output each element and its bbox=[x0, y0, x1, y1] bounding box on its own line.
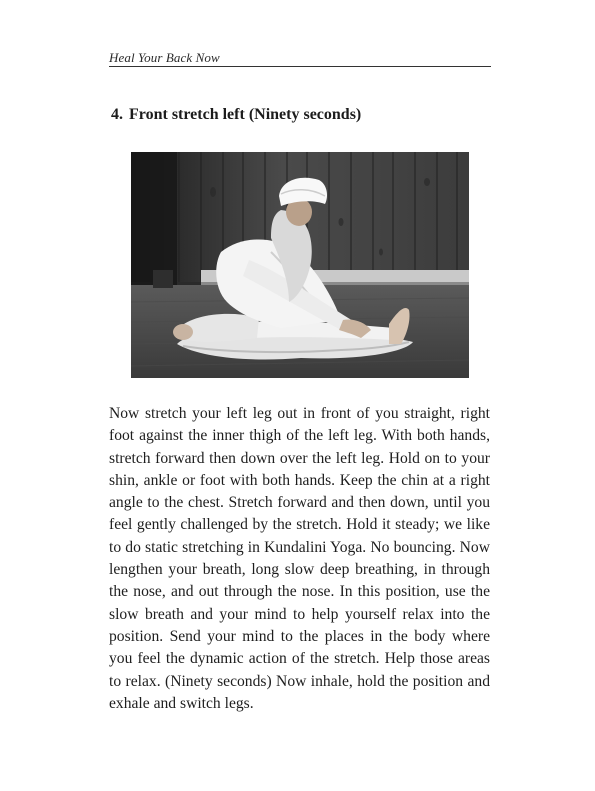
section-title: Front stretch left (Ninety seconds) bbox=[129, 106, 362, 123]
section-number: 4. bbox=[111, 106, 123, 123]
header-rule bbox=[109, 66, 491, 67]
exercise-photo bbox=[131, 152, 469, 378]
section-heading bbox=[111, 106, 367, 124]
running-header: Heal Your Back Now bbox=[109, 50, 220, 65]
body-paragraph: Now stretch your left leg out in front of you straight, right foot against the inner thigh of the left leg. With both hands, stretch forward then down over the left leg. Hold on to your shin, ankle or foot with both hands. Keep the chin at a right angle to the chest. Stretch forward and then down, until you feel gently challenged by the stretch. Hold it steady; we like to do static stretching in Kundalini Yoga. No bouncing. Now lengthen your breath, long slow deep breathing, in through the nose, and out through the nose. In this position, use the slow breath and your mind to help yourself relax into the position. Send your mind to the places in the body where you feel the dynamic action of the stretch. Help those areas to relax. (Ninety seconds) Now inhale, hold the position and exhale and switch legs. bbox=[109, 405, 490, 712]
